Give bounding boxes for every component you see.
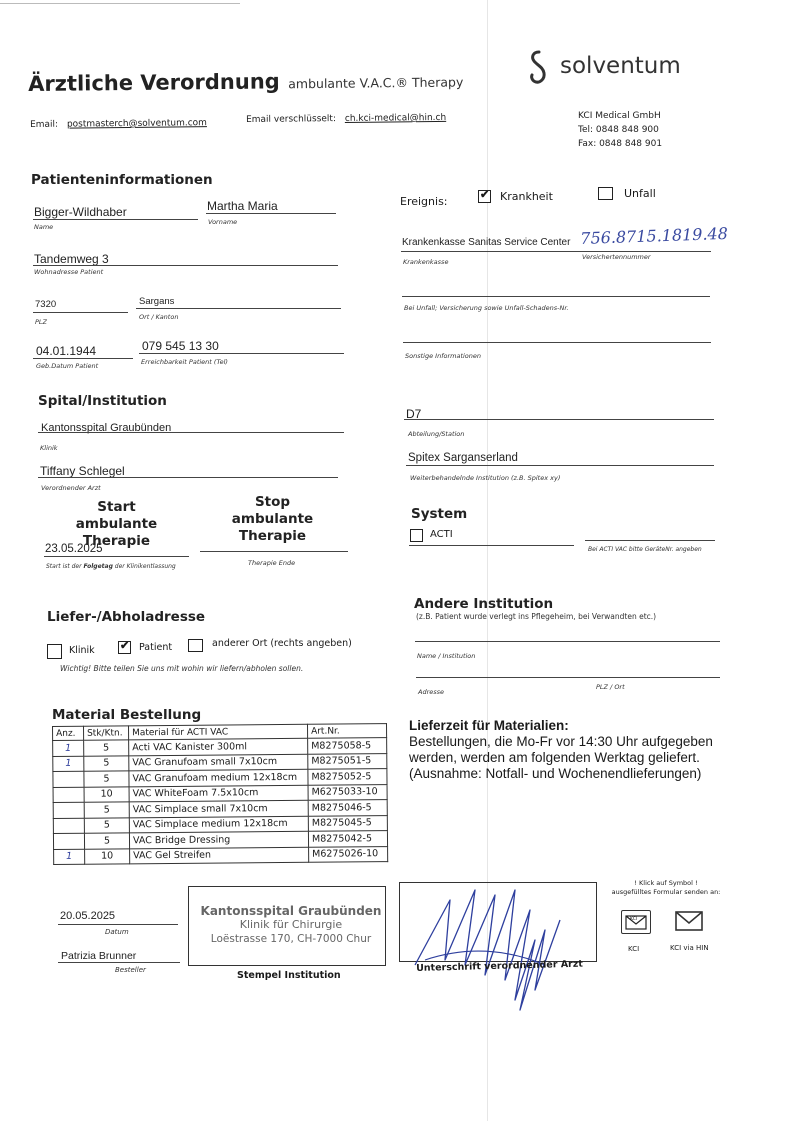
lieferzeit-block bbox=[409, 718, 713, 782]
start-heading-l2: ambulante Therapie bbox=[75, 516, 158, 549]
delivery-klinik-checkbox[interactable] bbox=[47, 644, 62, 659]
send-kci-label: KCI bbox=[628, 945, 640, 953]
cell-artnr: M8275051-5 bbox=[308, 753, 387, 769]
patient-phone: 079 545 13 30 bbox=[142, 339, 219, 353]
cell-anz[interactable] bbox=[53, 802, 84, 818]
check-icon: ✔ bbox=[120, 640, 130, 652]
lieferzeit-line3: (Ausnahme: Notfall- und Wochenendlieferungen) bbox=[409, 766, 702, 781]
spital-arzt: Tiffany Schlegel bbox=[40, 464, 125, 478]
andere-adresse-label: Adresse bbox=[418, 688, 445, 696]
cell-stk: 5 bbox=[84, 740, 129, 756]
send-kci-hin-button[interactable] bbox=[674, 909, 704, 933]
unfall-info-label: Bei Unfall; Versicherung sowie Unfall-Schadens-Nr. bbox=[404, 304, 569, 312]
krankenkasse: Krankenkasse Sanitas Service Center bbox=[402, 237, 571, 248]
unfall-label: Unfall bbox=[624, 187, 656, 200]
top-edge-line bbox=[0, 3, 240, 4]
company-name: KCI Medical GmbH bbox=[578, 111, 661, 121]
email-link[interactable]: postmasterch@solventum.com bbox=[66, 118, 207, 130]
spital-klinik: Kantonsspital Graubünden bbox=[41, 422, 172, 434]
event-label: Ereignis: bbox=[400, 195, 448, 208]
patient-dob: 04.01.1944 bbox=[36, 344, 97, 358]
cell-material: VAC Simplace medium 12x18cm bbox=[129, 816, 308, 833]
spital-abteilung: D7 bbox=[406, 407, 422, 421]
email-encrypted-row bbox=[246, 113, 446, 125]
section-material: Material Bestellung bbox=[52, 707, 202, 723]
delivery-note: Wichtig! Bitte teilen Sie uns mit wohin wir liefern/abholen sollen. bbox=[60, 664, 304, 673]
cell-artnr: M8275042-5 bbox=[308, 831, 387, 847]
start-note-bold: Folgetag bbox=[83, 563, 113, 570]
start-heading-l1: Start bbox=[97, 499, 136, 515]
unfall-checkbox[interactable] bbox=[598, 187, 613, 200]
cell-material: VAC Bridge Dressing bbox=[129, 831, 308, 848]
cell-artnr: M6275026-10 bbox=[309, 846, 388, 862]
header-anz: Anz. bbox=[53, 726, 84, 740]
send-kci-button[interactable] bbox=[621, 910, 651, 934]
cell-artnr: M8275058-5 bbox=[308, 738, 387, 754]
section-patient: Patienteninformationen bbox=[31, 172, 213, 188]
lieferzeit-title: Lieferzeit für Materialien: bbox=[409, 718, 569, 733]
solventum-logo-icon bbox=[526, 48, 552, 88]
email-row bbox=[30, 118, 207, 130]
page-subtitle: ambulante V.A.C.® Therapy bbox=[288, 74, 464, 92]
page-title: Ärztliche Verordnung bbox=[28, 69, 280, 96]
delivery-patient-checkbox[interactable] bbox=[118, 641, 131, 654]
klick-note bbox=[602, 879, 730, 897]
cell-anz[interactable] bbox=[53, 818, 84, 834]
patient-name: Bigger-Wildhaber bbox=[34, 205, 127, 219]
versicherten-nr: 756.8715.1819.48 bbox=[580, 223, 729, 248]
company-block bbox=[578, 109, 662, 151]
send-kci-hin-label: KCI via HIN bbox=[670, 944, 709, 952]
delivery-klinik-label: Klinik bbox=[69, 645, 95, 656]
delivery-anderer-label: anderer Ort (rechts angeben) bbox=[212, 638, 352, 649]
table-row bbox=[54, 846, 388, 864]
acti-label: ACTI bbox=[430, 529, 453, 540]
cell-artnr: M8275052-5 bbox=[308, 769, 387, 785]
cell-anz[interactable] bbox=[53, 833, 84, 849]
patient-address: Tandemweg 3 bbox=[34, 252, 109, 266]
klick-note-l1: ! Klick auf Symbol ! bbox=[634, 879, 698, 887]
patient-dob-label: Geb.Datum Patient bbox=[36, 362, 99, 370]
stop-heading bbox=[200, 494, 345, 545]
stamp-line1: Kantonsspital Graubünden bbox=[200, 904, 382, 918]
signature-label: Unterschrift verordnender Arzt bbox=[416, 958, 583, 974]
klick-note-l2: ausgefülltes Formular senden an: bbox=[611, 888, 721, 896]
patient-ort-label: Ort / Kanton bbox=[139, 313, 179, 321]
patient-name-label: Name bbox=[34, 223, 54, 231]
cell-artnr: M8275045-5 bbox=[308, 815, 387, 831]
cell-anz[interactable]: 1 bbox=[54, 849, 85, 865]
andere-name-label: Name / Institution bbox=[417, 652, 476, 660]
cell-anz[interactable]: 1 bbox=[53, 756, 84, 772]
patient-vorname: Martha Maria bbox=[207, 199, 278, 213]
header-material: Material für ACTI VAC bbox=[129, 724, 308, 740]
besteller-label: Besteller bbox=[115, 966, 146, 974]
patient-plz-label: PLZ bbox=[35, 318, 47, 326]
cell-stk: 10 bbox=[85, 848, 130, 864]
company-fax: Fax: 0848 848 901 bbox=[578, 139, 663, 149]
cell-anz[interactable] bbox=[53, 787, 84, 803]
patient-ort: Sargans bbox=[139, 296, 175, 307]
material-table bbox=[52, 723, 388, 865]
cell-anz[interactable]: 1 bbox=[53, 740, 84, 756]
krankheit-label: Krankheit bbox=[500, 190, 553, 203]
header bbox=[28, 67, 463, 96]
mail-hin-icon bbox=[674, 909, 704, 933]
delivery-patient-label: Patient bbox=[139, 642, 173, 653]
mail-icon bbox=[622, 911, 650, 933]
section-spital: Spital/Institution bbox=[38, 393, 167, 409]
stop-heading-l2: ambulante Therapie bbox=[231, 511, 314, 544]
andere-plz-label: PLZ / Ort bbox=[596, 683, 625, 691]
logo-text: solventum bbox=[560, 53, 681, 79]
spital-abteilung-label: Abteilung/Station bbox=[408, 430, 465, 438]
cell-stk: 5 bbox=[84, 833, 129, 849]
section-andere: Andere Institution bbox=[414, 596, 554, 612]
cell-stk: 5 bbox=[84, 755, 129, 771]
check-icon: ✔ bbox=[480, 189, 490, 201]
cell-material: VAC Granufoam medium 12x18cm bbox=[129, 769, 308, 786]
start-note-post: der Klinikentlassung bbox=[112, 563, 176, 570]
header-stk: Stk/Ktn. bbox=[84, 726, 129, 740]
krankheit-checkbox[interactable] bbox=[478, 190, 491, 203]
cell-stk: 5 bbox=[84, 771, 129, 787]
end-label: Therapie Ende bbox=[248, 559, 296, 567]
cell-anz[interactable] bbox=[53, 771, 84, 787]
stop-heading-l1: Stop bbox=[254, 494, 291, 510]
sonstige-info-label: Sonstige Informationen bbox=[405, 352, 482, 360]
start-note bbox=[46, 563, 176, 570]
email-encrypted-link[interactable]: ch.kci-medical@hin.ch bbox=[344, 112, 447, 124]
acti-checkbox[interactable] bbox=[410, 529, 423, 542]
lieferzeit-line2: werden, werden am folgenden Werktag geliefert. bbox=[409, 750, 700, 765]
company-tel: Tel: 0848 848 900 bbox=[578, 125, 659, 135]
system-note: Bei ACTI VAC bitte GeräteNr. angeben bbox=[588, 546, 702, 553]
spital-klinik-label: Klinik bbox=[40, 444, 58, 452]
cell-material: VAC Granufoam small 7x10cm bbox=[129, 754, 308, 771]
cell-stk: 5 bbox=[84, 817, 129, 833]
spital-weiter: Spitex Sarganserland bbox=[408, 452, 518, 464]
patient-address-label: Wohnadresse Patient bbox=[34, 268, 104, 276]
stamp bbox=[195, 904, 387, 946]
header-artnr: Art.Nr. bbox=[307, 724, 386, 739]
start-note-pre: Start ist der bbox=[46, 563, 84, 570]
versicherten-label: Versichertennummer bbox=[582, 253, 651, 261]
stamp-label: Stempel Institution bbox=[237, 970, 341, 981]
cell-material: Acti VAC Kanister 300ml bbox=[129, 738, 308, 755]
lieferzeit-line1: Bestellungen, die Mo-Fr vor 14:30 Uhr aufgegeben bbox=[409, 734, 713, 749]
spital-arzt-label: Verordnender Arzt bbox=[41, 484, 101, 492]
email-label: Email: bbox=[30, 119, 59, 130]
cell-artnr: M6275033-10 bbox=[308, 784, 387, 800]
cell-material: VAC WhiteFoam 7.5x10cm bbox=[129, 785, 308, 802]
stamp-line3: Loëstrasse 170, CH-7000 Chur bbox=[210, 933, 372, 945]
section-delivery: Liefer-/Abholadresse bbox=[47, 609, 206, 625]
andere-sub: (z.B. Patient wurde verlegt ins Pflegeheim, bei Verwandten etc.) bbox=[416, 612, 657, 621]
cell-material: VAC Gel Streifen bbox=[130, 847, 309, 864]
signature-scribble bbox=[395, 870, 595, 1020]
start-date: 23.05.2025 bbox=[45, 543, 103, 555]
email-encrypted-label: Email verschlüsselt: bbox=[246, 114, 337, 125]
mail-icon-text: KCI bbox=[630, 917, 638, 922]
cell-stk: 5 bbox=[84, 802, 129, 818]
krankenkasse-label: Krankenkasse bbox=[403, 258, 449, 266]
spital-weiter-label: Weiterbehandelnde Institution (z.B. Spitex xy) bbox=[410, 474, 561, 482]
order-date-label: Datum bbox=[105, 928, 129, 936]
patient-phone-label: Erreichbarkeit Patient (Tel) bbox=[141, 358, 228, 366]
besteller-name: Patrizia Brunner bbox=[61, 950, 137, 962]
patient-vorname-label: Vorname bbox=[208, 218, 238, 226]
cell-artnr: M8275046-5 bbox=[308, 800, 387, 816]
cell-stk: 10 bbox=[84, 786, 129, 802]
order-date: 20.05.2025 bbox=[60, 910, 116, 922]
stamp-line2: Klinik für Chirurgie bbox=[239, 918, 343, 931]
section-system: System bbox=[411, 506, 468, 522]
delivery-anderer-checkbox[interactable] bbox=[188, 639, 203, 652]
cell-material: VAC Simplace small 7x10cm bbox=[129, 800, 308, 817]
patient-plz: 7320 bbox=[35, 299, 57, 310]
